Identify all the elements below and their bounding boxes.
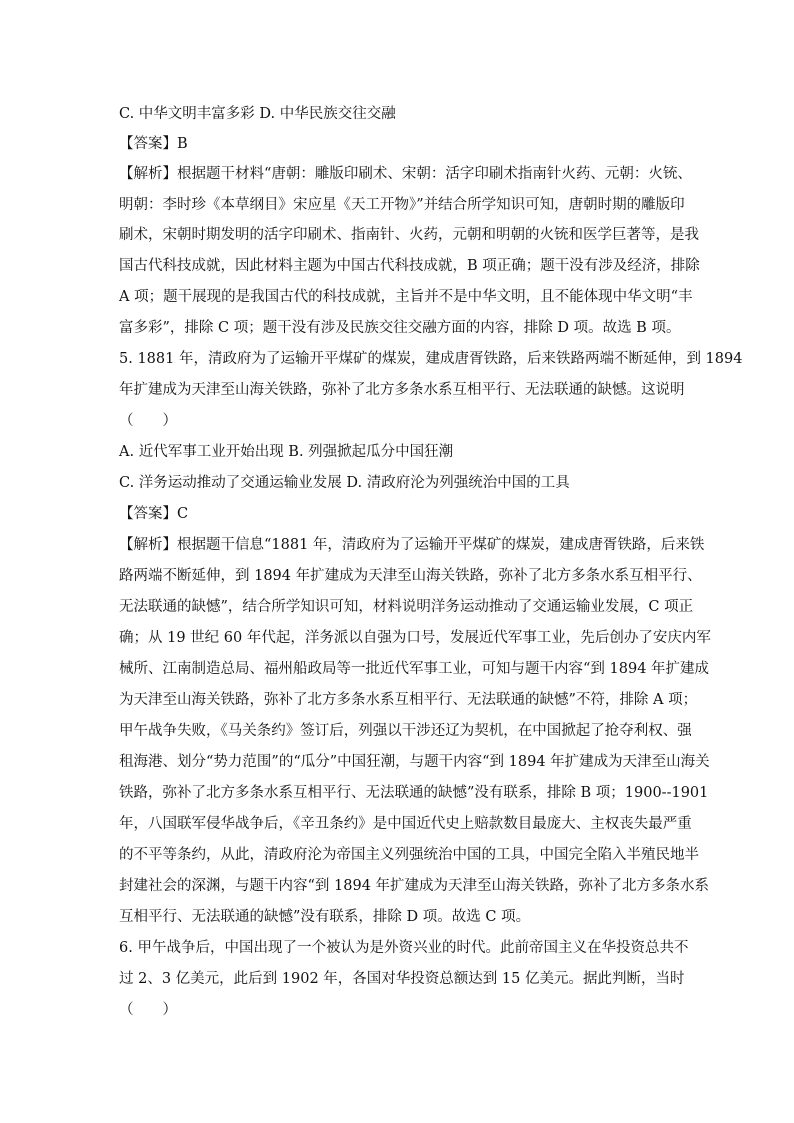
analysis-line-q5-10: 年，八国联军侵华战争后，《辛丑条约》是中国近代史上赔款数目最庞大、主权丧失最严重 — [119, 816, 692, 832]
analysis-line-q5-11: 的不平等条约，从此，清政府沦为帝国主义列强统治中国的工具，中国完全陷入半殖民地半 — [119, 847, 699, 863]
analysis-line-q4-5: A 项；题干展现的是我国古代的科技成就，主旨并不是中华文明，且不能体现中华文明“丰 — [119, 289, 693, 305]
question-6-blank: （ ） — [119, 1002, 177, 1018]
analysis-line-q5-9: 铁路，弥补了北方多条水系互相平行、无法联通的缺憾”没有联系，排除 B 项；1900--1901 — [119, 785, 709, 801]
analysis-line-q5-3: 无法联通的缺憾”，结合所学知识可知，材料说明洋务运动推动了交通运输业发展，C 项正 — [119, 599, 694, 615]
question-6-stem-2: 过 2、3 亿美元，此后到 1902 年，各国对华投资总额达到 15 亿美元。据此判断，当时 — [119, 971, 685, 987]
question-6-stem-1: 6. 甲午战争后，中国出现了一个被认为是外资兴业的时代。此前帝国主义在华投资总共不 — [119, 940, 689, 956]
analysis-line-q5-12: 封建社会的深渊，与题干内容“到 1894 年扩建成为天津至山海关铁路，弥补了北方多条水系 — [119, 878, 710, 894]
analysis-line-q5-7: 甲午战争失败，《马关条约》签订后，列强以干涉还辽为契机，在中国掀起了抢夺利权、强 — [119, 723, 692, 739]
analysis-line-q5-2: 路两端不断延伸，到 1894 年扩建成为天津至山海关铁路，弥补了北方多条水系互相平行、 — [119, 568, 702, 584]
analysis-line-q5-6: 为天津至山海关铁路，弥补了北方多条水系互相平行、无法联通的缺憾”不符，排除 A 项； — [119, 692, 698, 708]
analysis-line-q4-2: 明朝：李时珍《本草纲目》宋应星《天工开物》”并结合所学知识可知，唐朝时期的雕版印 — [119, 197, 685, 213]
question-5-stem-1: 5. 1881 年，清政府为了运输开平煤矿的煤炭，建成唐胥铁路，后来铁路两端不断延伸，到 1894 — [119, 351, 743, 367]
analysis-line-q5-13: 互相平行、无法联通的缺憾”没有联系，排除 D 项。故选 C 项。 — [119, 909, 531, 925]
analysis-line-q4-6: 富多彩”，排除 C 项；题干没有涉及民族交往交融方面的内容，排除 D 项。故选 B 项。 — [119, 320, 681, 336]
question-5-blank: （ ） — [119, 413, 177, 429]
question-5-stem-2: 年扩建成为天津至山海关铁路，弥补了北方多条水系互相平行、无法联通的缺憾。这说明 — [119, 382, 685, 398]
options-line-q4-cd: C. 中华文明丰富多彩 D. 中华民族交往交融 — [119, 106, 396, 122]
options-line-q5-ab: A. 近代军事工业开始出现 B. 列强掀起瓜分中国狂潮 — [119, 444, 454, 460]
analysis-line-q4-4: 国古代科技成就，因此材料主题为中国古代科技成就，B 项正确；题干没有涉及经济，排除 — [119, 258, 700, 274]
analysis-line-q4-1: 【解析】根据题干材料“唐朝：雕版印刷术、宋朝：活字印刷术指南针火药、元朝：火铳、 — [119, 166, 692, 182]
answer-line-q5: 【答案】C — [119, 506, 189, 522]
analysis-line-q4-3: 刷术，宋朝时期发明的活字印刷术、指南针、火药，元朝和明朝的火铳和医学巨著等，是我 — [119, 227, 699, 243]
analysis-line-q5-1: 【解析】根据题干信息“1881 年，清政府为了运输开平煤矿的煤炭，建成唐胥铁路，后来铁 — [119, 537, 705, 553]
analysis-line-q5-8: 租海港、划分“势力范围”的“瓜分”中国狂潮，与题干内容“到 1894 年扩建成为天津至山海关 — [119, 754, 710, 770]
analysis-line-q5-4: 确；从 19 世纪 60 年代起，洋务派以自强为口号，发展近代军事工业，先后创办了安庆内军 — [119, 630, 711, 646]
options-line-q5-cd: C. 洋务运动推动了交通运输业发展 D. 清政府沦为列强统治中国的工具 — [119, 475, 570, 491]
answer-line-q4: 【答案】B — [119, 136, 188, 152]
analysis-line-q5-5: 械所、江南制造总局、福州船政局等一批近代军事工业，可知与题干内容“到 1894 年扩建成 — [119, 661, 710, 677]
